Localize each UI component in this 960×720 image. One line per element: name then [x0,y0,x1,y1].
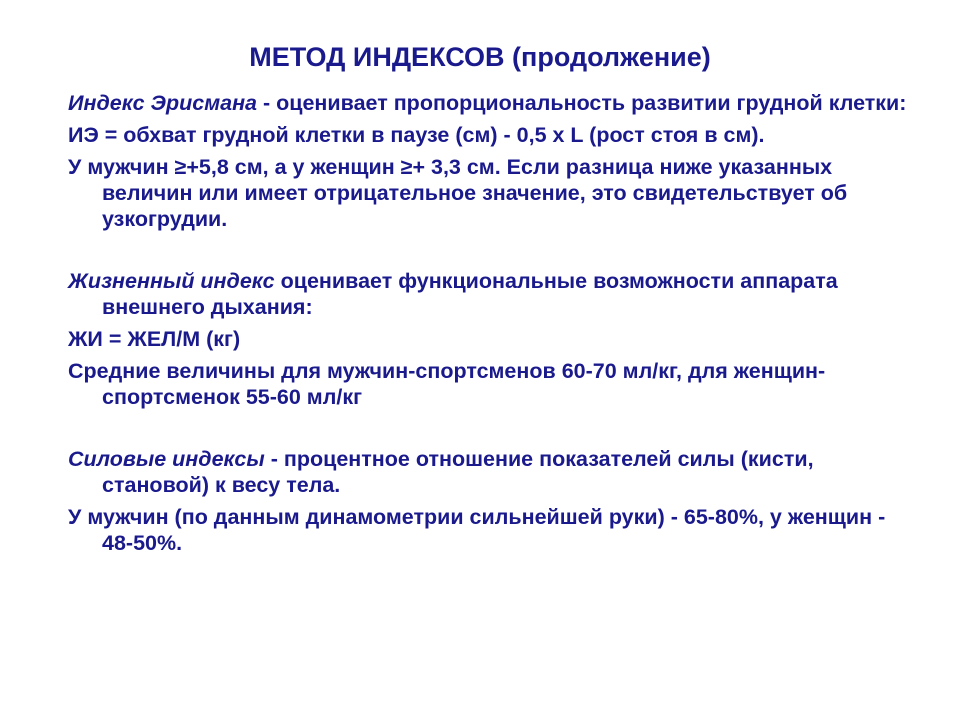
erisman-index-description: - оценивает пропорциональность развитии грудной клетки: [257,91,907,115]
vital-index-description: оценивает функциональные возможности аппарата внешнего дыхания: [102,269,838,319]
section-spacer [68,238,908,268]
strength-index-description: - процентное отношение показателей силы (кисти, становой) к весу тела. [102,447,814,497]
erisman-index-note: У мужчин ≥+5,8 см, а у женщин ≥+ 3,3 см. Если разница ниже указанных величин или имеет отрицательное значение, это свидетельствует об узкогрудии. [68,155,848,231]
vital-index-definition [68,268,908,320]
strength-index-definition [68,446,908,498]
vital-index-term: Жизненный индекс [68,269,275,293]
erisman-index-definition [68,90,908,116]
strength-index-note: У мужчин (по данным динамометрии сильнейшей руки) - 65-80%, у женщин - 48-50%. [68,505,886,555]
section-spacer [68,416,908,446]
slide-content [68,90,908,562]
vital-index-formula: ЖИ = ЖЕЛ/М (кг) [68,327,241,351]
slide-title: МЕТОД ИНДЕКСОВ (продолжение) [249,42,711,72]
erisman-index-term: Индекс Эрисмана [68,91,258,115]
strength-index-term: Силовые индексы [68,447,265,471]
vital-index-note: Средние величины для мужчин-спортсменов 60-70 мл/кг, для женщин-спортсменок 55-60 мл/кг [68,359,826,409]
erisman-index-formula: ИЭ = обхват грудной клетки в паузе (см) - 0,5 х L (рост стоя в см). [68,123,765,147]
